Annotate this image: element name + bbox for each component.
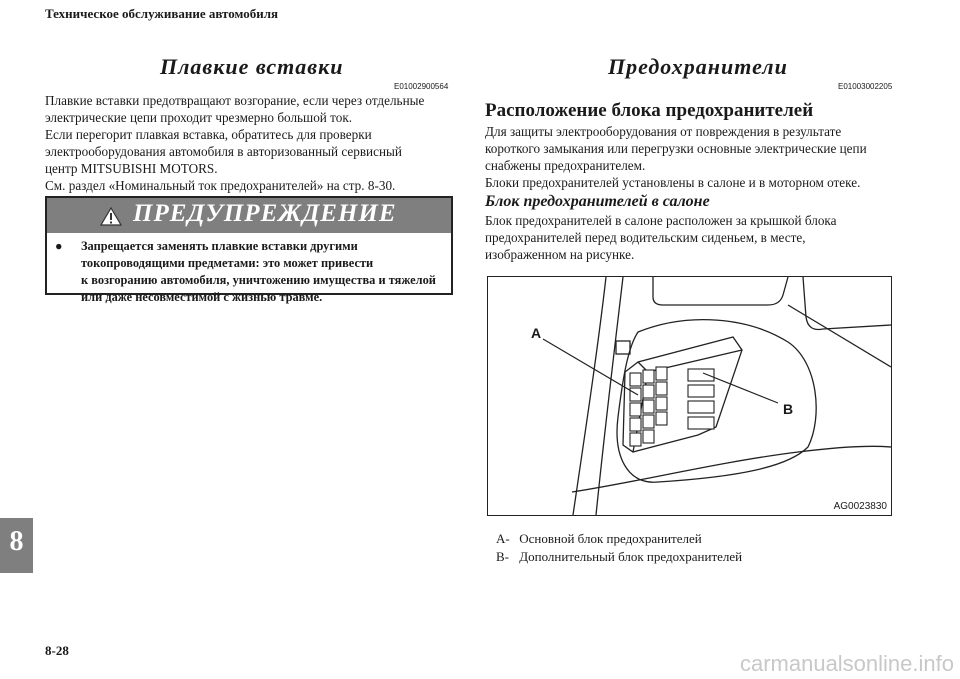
warning-title: ПРЕДУПРЕЖДЕНИЕ [133,200,397,227]
fuse-block-figure [487,276,892,516]
callout-label-a: A [531,325,542,341]
text-line: Блок предохранителей в салоне расположен за крышкой блока [485,213,837,228]
text-line: электрооборудования автомобиля в авторизованный сервисный [45,144,402,159]
text-line: предохранителей перед водительским сиденьем, в месте, [485,230,806,245]
section-code: E01003002205 [838,82,893,91]
section-code: E01002900564 [394,82,449,91]
bullet-icon: ● [55,239,63,253]
legend-text: Дополнительный блок предохранителей [519,549,743,564]
fuse-block-illustration [488,277,891,515]
legend-item [496,530,742,548]
chapter-number: 8 [9,526,24,557]
text-line: См. раздел «Номинальный ток предохранителей» на стр. 8-30. [45,178,396,193]
legend-key: B- [496,549,509,564]
text-line: Для защиты электрооборудования от повреждения в результате [485,124,842,139]
fuse-block-location-paragraph [485,123,867,191]
callout-label-b: B [783,401,794,417]
watermark: carmanualsonline.info [739,651,954,676]
fuse-links-paragraph [45,92,424,194]
running-header: Техническое обслуживание автомобиля [45,6,279,21]
section-title-fuse-links: Плавкие вставки [160,54,344,79]
warning-text [55,238,436,306]
text-line: короткого замыкания или перегрузки основные электрические цепи [485,141,867,156]
text-line: центр MITSUBISHI MOTORS. [45,161,218,176]
text-line: Если перегорит плавкая вставка, обратитесь для проверки [45,127,372,142]
interior-fuse-block-paragraph [485,212,836,263]
legend-item [496,548,742,566]
warning-line: к возгоранию автомобиля, уничтожению имущества и тяжелой [81,273,436,287]
warning-box [45,196,453,304]
text-line: электрические цепи проходит чрезмерно большой ток. [45,110,353,125]
legend-key: A- [496,531,510,546]
section-title-fuses: Предохранители [608,54,788,79]
text-line: снабжены предохранителем. [485,158,646,173]
warning-header-bar [47,198,451,233]
text-line: изображенном на рисунке. [485,247,635,262]
text-line: Плавкие вставки предотвращают возгорание, если через отдельные [45,93,425,108]
figure-code: AG0023830 [833,501,887,512]
chapter-tab [0,518,33,573]
warning-triangle-icon [100,207,122,226]
page-number: 8-28 [45,643,69,658]
interior-fuse-block-heading: Блок предохранителей в салоне [485,193,710,210]
figure-legend [496,530,742,566]
warning-line: Запрещается заменять плавкие вставки другими [81,239,358,253]
warning-line: токопроводящими предметами: это может привести [81,256,374,270]
warning-line: или даже несовместимой с жизнью травме. [81,290,323,304]
legend-text: Основной блок предохранителей [519,531,702,546]
fuse-block-location-heading: Расположение блока предохранителей [485,100,814,121]
text-line: Блоки предохранителей установлены в салоне и в моторном отеке. [485,175,861,190]
